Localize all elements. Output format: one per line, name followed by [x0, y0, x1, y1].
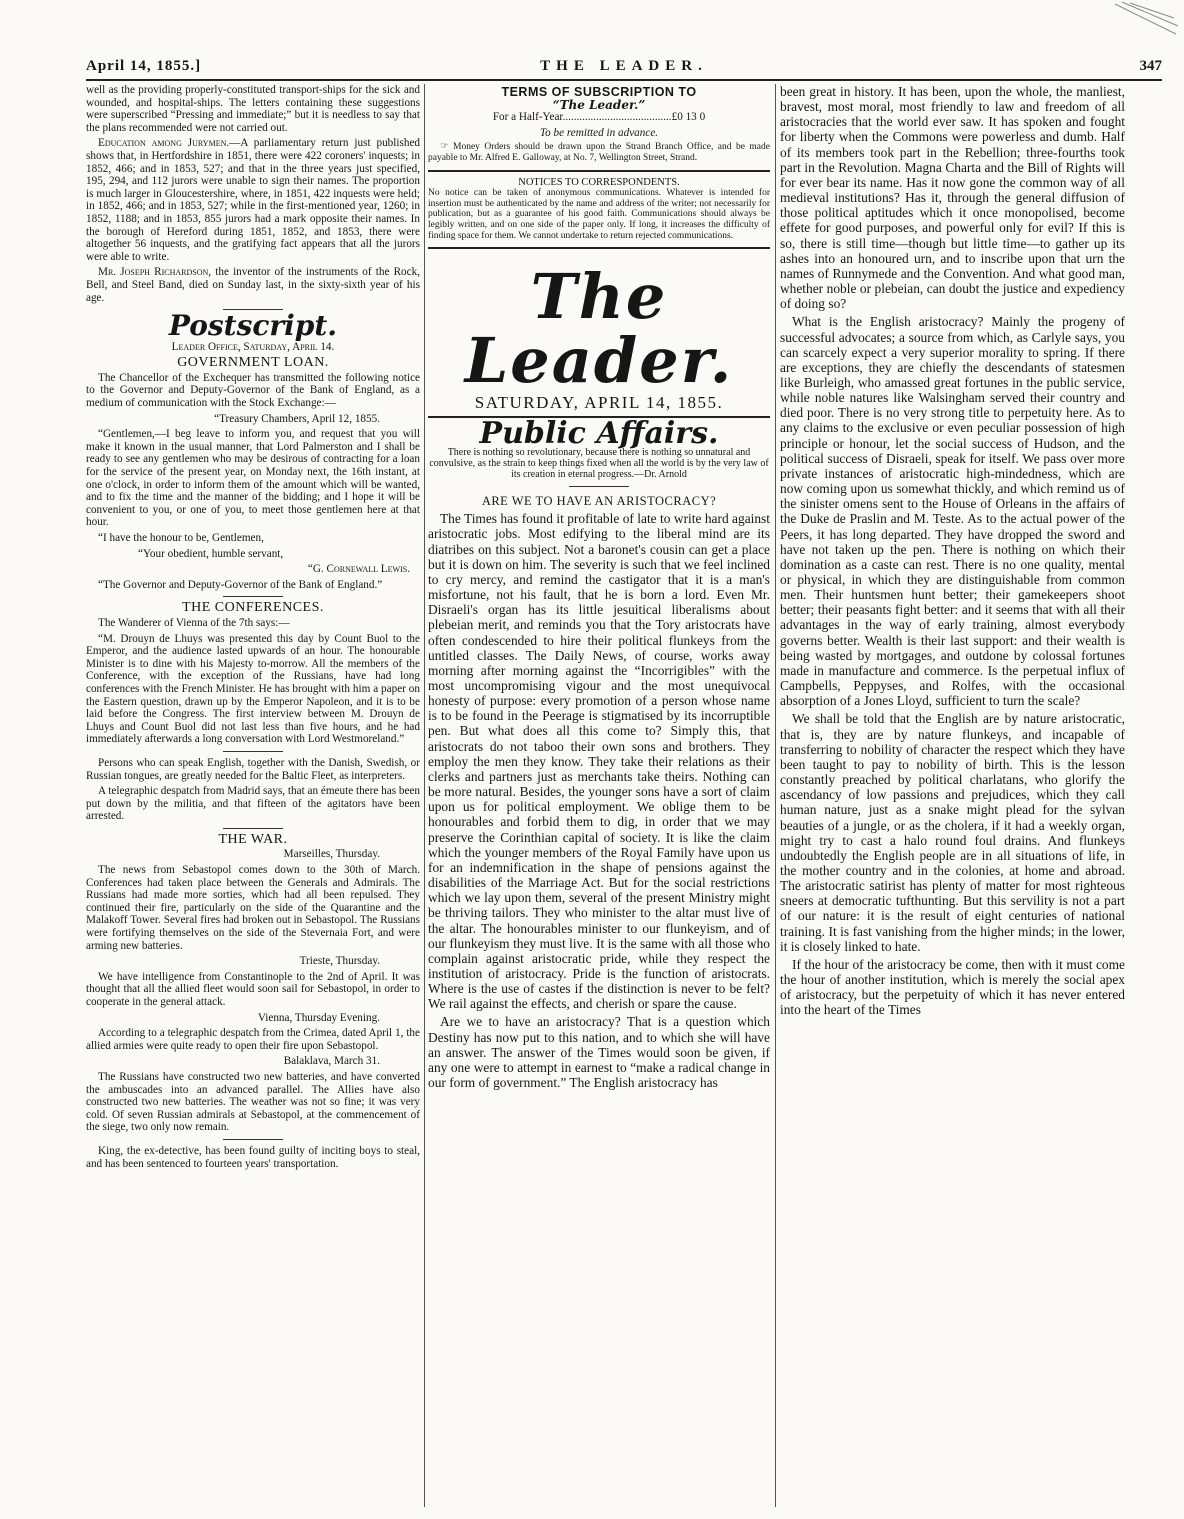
paragraph [86, 266, 420, 304]
dateline: Vienna, Thursday Evening. [257, 1011, 380, 1024]
subheading: THE CONFERENCES. [182, 600, 324, 616]
paragraph: Persons who can speak English, together with the Danish, Swedish, or Russian tongues, are greatly needed for the Baltic Fleet, as interpreters. [86, 756, 420, 782]
column-divider [775, 84, 776, 1507]
column-left [86, 84, 420, 1173]
column-divider [424, 84, 425, 1507]
separator [223, 1139, 283, 1140]
rule [428, 247, 770, 249]
rule [428, 170, 770, 172]
header-date: April 14, 1855.] [86, 58, 202, 74]
column-middle [428, 84, 770, 1093]
notices-heading: NOTICES TO CORRESPONDENTS. [518, 176, 680, 188]
separator [223, 751, 283, 752]
column-right [780, 84, 1125, 1021]
header-title: THE LEADER. [540, 58, 708, 74]
masthead-logo: The Leader. [464, 260, 734, 398]
terms-price-line: For a Half-Year.......................................£0 13 0 [492, 111, 706, 124]
paragraph: According to a telegraphic despatch from the Crimea, dated April 1, the allied armies were quite ready to open their fire upon Sebastopol. [86, 1027, 420, 1052]
text: the inventor of the instruments of the Rock, Bell, and Steel Band, died on Sunday last, in the sixty-sixth year of his age. [86, 266, 420, 304]
article-title: ARE WE TO HAVE AN ARISTOCRACY? [481, 493, 717, 508]
separator [223, 596, 283, 597]
paragraph: The Russians have constructed two new batteries, and have converted the ambuscades into an advanced parallel. The Allies have also constructed two new batteries. The weather was not so fine; it was very cold. Of seven Russian admirals at Sebastopol, at the commencement of the siege, two only now remain. [86, 1070, 420, 1134]
paragraph: We shall be told that the English are by nature aristocratic, that is, they are by nature flunkeys, and incapable of transferring to nobility of character the respect which they have been taught to pay to nobility of birth. This is the lesson constantly preached by political charlatans, who glorify the ascendancy of low passions and prejudices, which they call human nature, just as a snake might plead for the sylvan beauties of a jungle, or as the cholera, if it had a weekly organ, might try to cast a halo round foul drains. And flunkeys undoubtedly the English people are in all situations of life, in the mother country and in the colonies, at home and abroad. The aristocratic satirist has plenty of matter for most righteous sneers at democratic tufthunting. But this servility is not a part of our nature: it is the result of eight centuries of national training. It is fast vanishing from the higher minds; in the lower, it is closely linked to hate. [780, 711, 1125, 954]
corner-stamp [1110, 0, 1180, 40]
paragraph: What is the English aristocracy? Mainly the progeny of successful advocates; a source from which, as Carlyle says, you can scarcely expect a very superior morality to spring. If there are exceptions, they are chiefly the descendants of statesmen like Burleigh, who amassed great fortunes in the public service, while noble natures like Walsingham served their country and died poor. There is no very strong title to perpetuity here. As to any claims to the exclusive or even peculiar possession of high principle or honour, let the social success of Hudson, and the political success of Disraeli, speak for itself. We pass over more private instances of aristocratic high-mindedness, which are now coming upon us somewhat thickly, and which remind us of the sinister omens sent to the House of Orleans in the affairs of the Duke de Praslin and M. Teste. As to the actual power of the Peers, it has long departed. They have dropped the sword and have not taken up the pen. There is nothing on which their domination as a caste can rest. There is no one quality, mental or physical, in which they are distinguishable from common men. Their huntsmen hunt better; their gamekeepers shoot better; their peasants fight better: and it seems that with all their advantages in the way of early training, almost everybody governs better. Wealth is their last support: and their wealth is being wasted by mortgages, and outdone by colossal fortunes made in manufacture and commerce. Is the perpetual influx of Campbells, Peppyses, and Rolfes, with the occasional absorption of a Jones Lloyd, sufficient to turn the scale? [780, 314, 1125, 709]
subheading: THE WAR. [218, 831, 288, 847]
text: —A parliamentary return just published shows that, in Hertfordshire in 1851, there were 422 coroners' inquests; in 1852, 466; and in 1853, 527; and that in the three years just specified, 195, 294, and 112 jurors were unable to sign their names. The proportion is much larger in Gloucestershire, where, in 1851, 422 inquests were held; in 1852, 466; and in 1853, 527; while in the first-mentioned year, 1260; in 1852, 1188; and in 1853, 855 jurors had a mark opposite their names. In the borough of Hereford during 1851, 1852, and 1853, there were altogether 56 inquests, and the gratifying fact appears that all the jurors were able to write. [86, 137, 420, 263]
paragraph: “Gentlemen,—I beg leave to inform you, and request that you will make it known in the usual manner, that Lord Palmerston and I shall be ready to see any gentlemen who may be desirous of contracting for a loan for the service of the present year, on Monday next, the 16th instant, at one o'clock, in order to inform them of the amount which will be wanted, and to fix the time and the manner of the bidding; and I hope it will be convenient to you, or one of you, to meet those gentlemen here at that hour. [86, 428, 420, 529]
page-header [86, 58, 1162, 78]
paragraph: We have intelligence from Constantinople to the 2nd of April. It was thought that all the allied fleet would soon sail for Sebastopol, in order to cooperate in the general attack. [86, 970, 420, 1008]
paragraph: A telegraphic despatch from Madrid says, that an émeute there has been put down by the militia, and that fifteen of the agitators have been arrested. [86, 785, 420, 823]
closing: “I have the honour to be, Gentlemen, [98, 532, 264, 544]
paragraph: been great in history. It has been, upon the whole, the manliest, bravest, most moral, most friendly to law and freedom of all aristocracies that the world ever saw. It has spoken and fought for liberty when the Commons were powerless and dumb. Half of its members took part in the Rebellion; three-fourths took part in the Revolution. Magna Charta and the Bill of Rights will for ever bear its name. Has it now gone the common way of all medieval institutions? Has it, through the general diffusion of those political aptitudes which it once monopolised, become effete for good purposes, and powerful only for evil? If this is so, there is still time—though but little time—to gather up its ashes into an honoured urn, and to inscribe upon that urn the names of Runnymede and the Convention. And what good man, whether noble or plebeian, can doubt the justice and expediency of doing so? [780, 84, 1125, 312]
addressee: “The Governor and Deputy-Governor of the Bank of England.” [98, 578, 383, 591]
dateline: Leader Office, Saturday, April 14. [171, 340, 335, 353]
epigraph: There is nothing so revolutionary, because there is nothing so unnatural and convulsive, as the strain to keep things fixed when all the world is by the very law of its creation in eternal progress.—Dr. Arnold [429, 447, 769, 480]
dateline: Trieste, Thursday. [299, 955, 380, 968]
separator [569, 486, 629, 487]
page-number: 347 [1139, 58, 1162, 74]
terms-heading: TERMS OF SUBSCRIPTION TO [501, 85, 697, 99]
lead-in: Mr. Joseph Richardson, [98, 266, 212, 279]
lead-in: Education among Jurymen. [98, 137, 230, 150]
closing: “Your obedient, humble servant, [138, 547, 284, 560]
signature: “G. Cornewall Lewis. [307, 563, 410, 576]
paragraph: “M. Drouyn de Lhuys was presented this day by Count Buol to the Emperor, and the audience lasted upwards of an hour. The honourable Minister is to dine with his Majesty to-morrow. All the members of the Conference, with the exception of the Russians, have had long conferences with the French Minister. He has brought with him a paper on the Eastern question, drawn up by the Emperor Napoleon, and it is to be laid before the Congress. The first interview between M. Drouyn de Lhuys and Count Buol did not last less than five hours, and he had immediately afterwards a long conversation with Lord Westmoreland.” [86, 632, 420, 746]
dateline: Balaklava, March 31. [283, 1055, 380, 1068]
section-heading-postscript: Postscript. [168, 309, 338, 343]
notices-text: No notice can be taken of anonymous communications. Whatever is intended for insertion must be authenticated by the name and address of the writer; not necessarily for publication, but as a guarantee of his good faith. Communications should always be legibly written, and on one side of the paper only. If long, it increases the difficulty of finding space for them. We cannot undertake to return rejected communications. [428, 188, 770, 241]
subheading: GOVERNMENT LOAN. [177, 355, 329, 371]
section-heading-public-affairs: Public Affairs. [479, 415, 719, 451]
terms-remit: To be remitted in advance. [539, 126, 659, 139]
terms-paper-name: “The Leader.” [552, 97, 646, 112]
article-body [428, 511, 770, 1090]
paragraph [86, 137, 420, 263]
paragraph: Are we to have an aristocracy? That is a question which Destiny has now put to this nation, and to which she will have an answer. The answer of the Times would soon be given, if any one were to attempt in earnest to “make a radical change in our form of government.” The English aristocracy has [428, 1014, 770, 1091]
pointing-hand-icon: ☞ [440, 142, 453, 153]
paragraph: The news from Sebastopol comes down to the 30th of March. Conferences had taken place between the Generals and Admirals. The Russians had made more sorties, which had all been repulsed. They continued their fire, particularly on the side of the Quarantine and the Malakoff Tower. Several fires had broken out in Sebastopol. The Russians were fortifying themselves on the side of the Stevernaia Fort, and were arming new batteries. [86, 864, 420, 952]
paragraph: If the hour of the aristocracy be come, then with it must come the hour of another institution, which is merely the social apex of aristocracy, but the perpetuity of which it has never entered into the heart of the Times [780, 956, 1125, 1018]
dateline: “Treasury Chambers, April 12, 1855. [214, 412, 380, 425]
text: Money Orders should be drawn upon the Strand Branch Office, and be made payable to Mr. Alfred E. Galloway, at No. 7, Wellington Street, Strand. [428, 142, 770, 163]
separator [223, 828, 283, 829]
paragraph: King, the ex-detective, has been found guilty of inciting boys to steal, and has been sentenced to fourteen years' transportation. [86, 1144, 420, 1170]
masthead-date: SATURDAY, APRIL 14, 1855. [474, 393, 724, 413]
header-rule [86, 79, 1162, 81]
paragraph: well as the providing properly-constituted transport-ships for the sick and wounded, and hospital-ships. The letters containing these suggestions were superscribed “Pressing and immediate;” but it is needless to say that the plans recommended were not carried out. [86, 84, 420, 134]
paragraph: The Chancellor of the Exchequer has transmitted the following notice to the Governor and Deputy-Governor of the Bank of England, as a medium of communication with the Stock Exchange:— [86, 371, 420, 410]
paragraph: The Times has found it profitable of late to write hard against aristocratic jobs. Most edifying to the liberal mind are its diatribes on this subject. Not a baronet's cousin can get a place but it is down on him. The severity is such that we feel inclined to cry mercy, and remind the castigator that it is a man's misfortune, not his fault, that he is born a lord. Even Mr. Disraeli's organ has its little jesuitical liberalisms about plebeian merit, and reminds you that the Tory aristocrats have often condescended to hire their political flunkeys from the untitled classes. The Daily News, of course, works away morning after morning against the “Incorrigibles” with the most uncompromising vigour and the most unequivocal honesty of purpose: every promotion of a person whose name is to be found in the Peerage is stigmatised by its incorruptible pen. But what does all this come to? Simply this, that aristocrats do not taboo their own sons and brothers. They employ the men they know. They take their relations as their clerks and partners just as merchants take theirs. Nothing can be more natural. Besides, the younger sons have a sort of claim upon us for political employment. We oblige them to be honourables and forbid them to dig, in order that we may preserve the Corinthian capital of society. It is like the claim which the younger members of the Royal Family have upon us for an indemnification in the shape of pensions against the disabilities of the Marriage Act. But for the social restrictions which we lay upon them, several of the present Ministry might be thriving tailors. They who minister to the altar must live of the altar. The honourables minister to our flunkeyism, and of our flunkeyism they must live. It is the same with all those who complain against aristocratic pride, while they respect the institution of aristocracy. Pride is the function of aristocrats. Where is the use of castes if the distinction is never to be felt? We rail against the effects, and cherish or spare the cause. [428, 511, 770, 1012]
money-orders-notice [428, 142, 770, 163]
paragraph: The Wanderer of Vienna of the 7th says:— [98, 616, 290, 629]
dateline: Marseilles, Thursday. [283, 848, 380, 861]
